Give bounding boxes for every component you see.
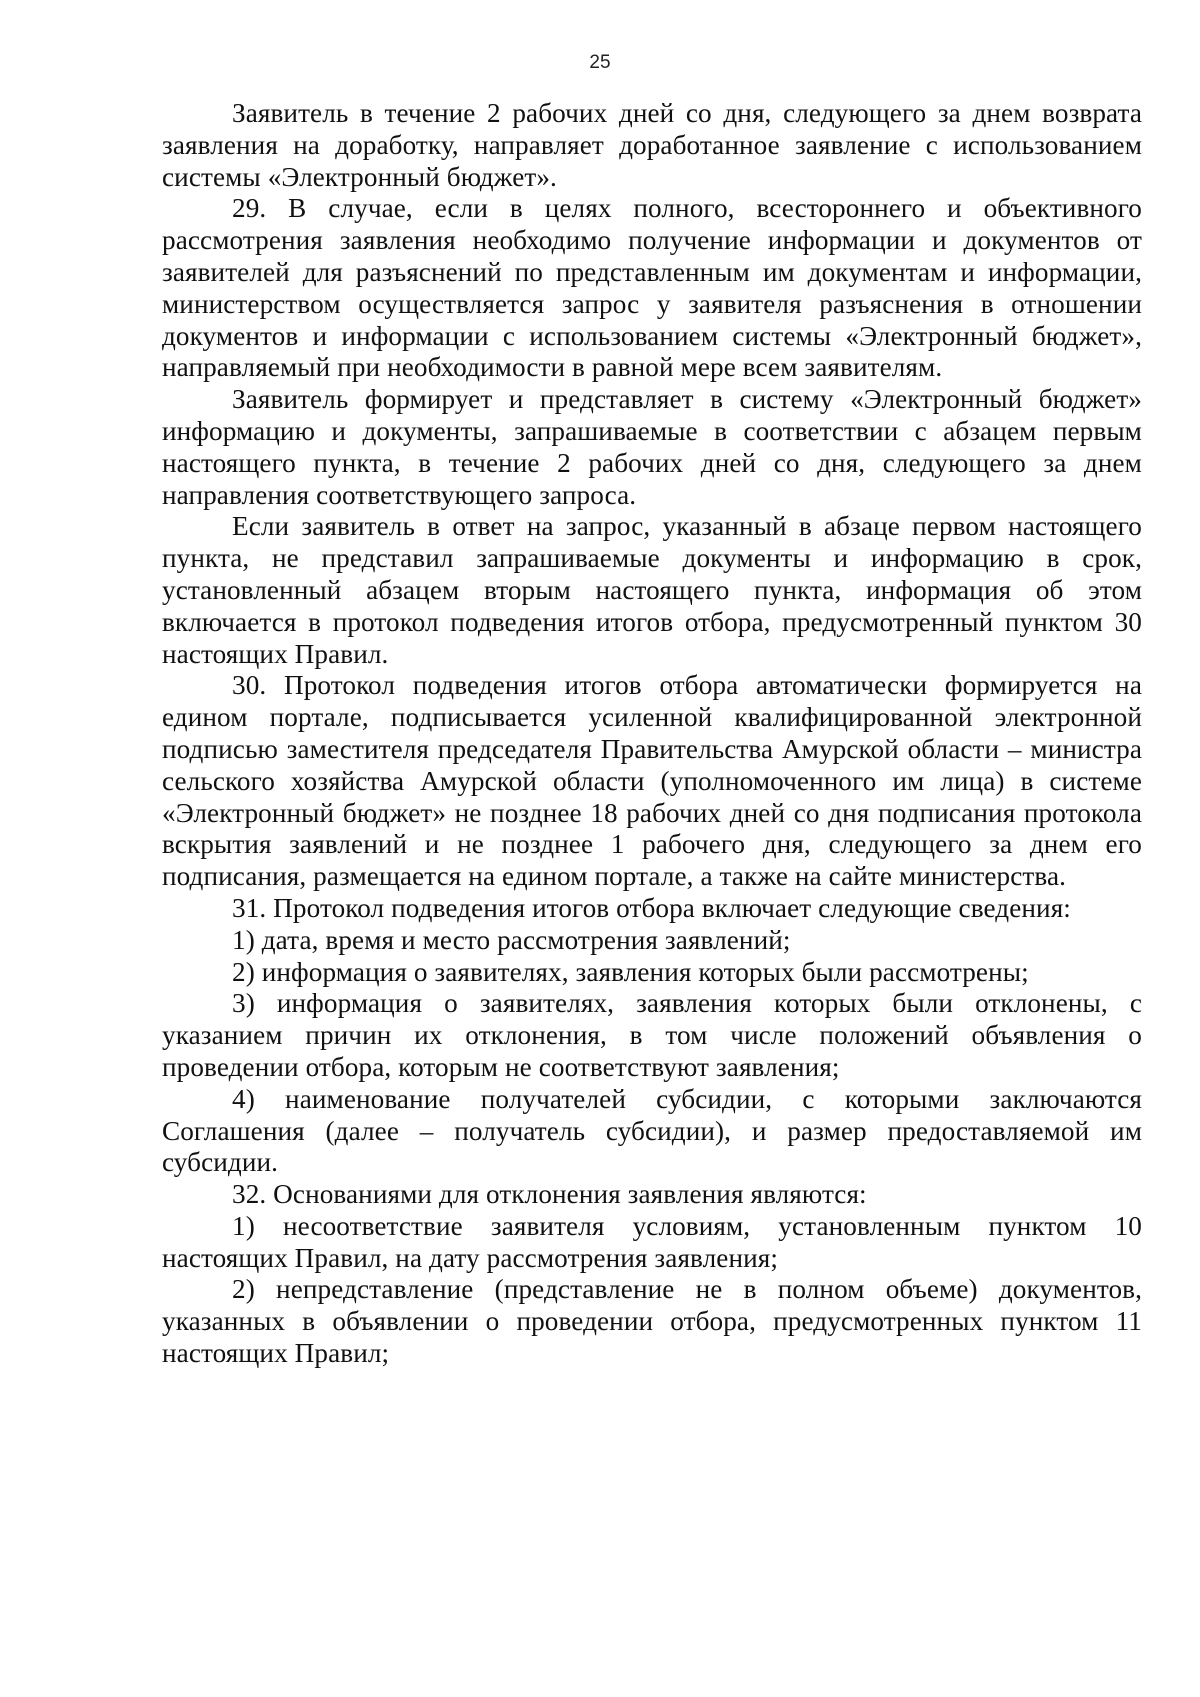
- paragraph: Заявитель формирует и представляет в систему «Электронный бюджет» информацию и документы, запрашиваемые в соответствии с абзацем первым настоящего пункта, в течение 2 рабочих дней со дня, следующего за днем направления соответствующего запроса.: [162, 384, 1142, 510]
- paragraph: 32. Основаниями для отклонения заявления являются:: [232, 1179, 867, 1210]
- list-item: 2) информация о заявителях, заявления которых были рассмотрены;: [232, 956, 1029, 987]
- paragraph: 29. В случае, если в целях полного, всестороннего и объективного рассмотрения заявления необходимо получение информации и документов от заявителей для разъяснений по представленным им документам и информации, министерством осуществляется запрос у заявителя разъяснения в отношении документов и информации с использованием системы «Электронный бюджет», направляемый при необходимости в равной мере всем заявителям.: [162, 193, 1142, 383]
- paragraph: Если заявитель в ответ на запрос, указанный в абзаце первом настоящего пункта, не представил запрашиваемые документы и информацию в срок, установленный абзацем вторым настоящего пункта, информация об этом включается в протокол подведения итогов отбора, предусмотренный пунктом 30 настоящих Правил.: [162, 511, 1142, 669]
- page-number: 25: [589, 52, 611, 73]
- list-item: 1) несоответствие заявителя условиям, установленным пунктом 10 настоящих Правил, на дату рассмотрения заявления;: [162, 1210, 1142, 1273]
- list-item: 4) наименование получателей субсидии, с которыми заключаются Соглашения (далее – получатель субсидии), и размер предоставляемой им субсидии.: [162, 1083, 1142, 1178]
- paragraph: 30. Протокол подведения итогов отбора автоматически формируется на едином портале, подписывается усиленной квалифицированной электронной подписью заместителя председателя Правительства Амурской области – министра сельского хозяйства Амурской области (уполномоченного им лица) в системе «Электронный бюджет» не позднее 18 рабочих дней со дня подписания протокола вскрытия заявлений и не позднее 1 рабочего дня, следующего за днем его подписания, размещается на едином портале, а также на сайте министерства.: [162, 670, 1142, 892]
- list-item: 1) дата, время и место рассмотрения заявлений;: [232, 924, 791, 955]
- paragraph: 31. Протокол подведения итогов отбора включает следующие сведения:: [232, 892, 1071, 923]
- paragraph: Заявитель в течение 2 рабочих дней со дня, следующего за днем возврата заявления на доработку, направляет доработанное заявление с использованием системы «Электронный бюджет».: [162, 98, 1142, 192]
- list-item: 2) непредставление (представление не в полном объеме) документов, указанных в объявлении о проведении отбора, предусмотренных пунктом 11 настоящих Правил;: [162, 1274, 1142, 1369]
- list-item: 3) информация о заявителях, заявления которых были отклонены, с указанием причин их отклонения, в том числе положений объявления о проведении отбора, которым не соответствуют заявления;: [162, 988, 1142, 1082]
- document-body: [162, 98, 1142, 1370]
